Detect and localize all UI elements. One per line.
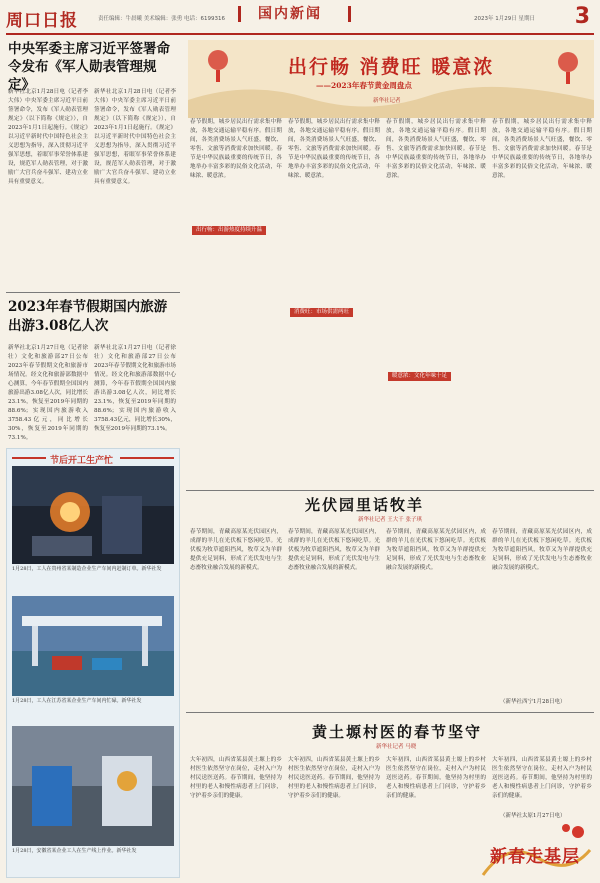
article1-headline: 中央军委主席习近平签署命令发布《军人勋表管理规定》: [8, 41, 170, 93]
bottom-feature-col4: 大年初四，山西省某县黄土塬上的乡村医生依然坚守在岗位，走村入户为村民送医送药。春节期间，他坚持为村里的老人和慢性病患者上门问诊，守护着乡亲们的健康。: [492, 757, 592, 799]
mid-feature-col3: 春节期间，青藏高原某光伏园区内，成群的羊儿在光伏板下悠闲吃草。光伏板为牧草遮阳挡风，牧草又为羊群提供充足饲料，形成了光伏发电与生态畜牧业融合发展的新模式。: [386, 529, 486, 571]
editor-info: 责任编辑：牛晨曦 美术编辑：张勇 电话：6199316: [98, 16, 225, 22]
feature-byline: 新华社记者: [373, 98, 401, 104]
mid-feature-col4: 春节期间，青藏高原某光伏园区内，成群的羊儿在光伏板下悠闲吃草。光伏板为牧草遮阳挡风，牧草又为羊群提供充足饲料，形成了光伏发电与生态畜牧业融合发展的新模式。: [492, 529, 592, 571]
feature-subhead-3: 暖意浓：文化年味十足: [388, 372, 451, 381]
newspaper-logo: 周口日报: [6, 11, 78, 31]
section-bar-left: [238, 6, 241, 22]
section-title: 国内新闻: [258, 6, 322, 22]
mid-feature-footer: （新华社西宁1月28日电）: [500, 699, 566, 705]
feature-subtitle: ——2023年春节黄金周盘点: [316, 81, 412, 90]
divider: [6, 292, 180, 293]
page-number: 3: [574, 4, 590, 29]
factory-photo-2: [12, 596, 174, 696]
article2-body-col1: 新华社北京1月27日电（记者徐壮）文化和旅游部27日公布2023年春节假期文化和旅游市场情况。经文化和旅游部数据中心测算，今年春节假期全国国内旅游出游3.08亿人次，同比增长23.1%，恢复至2019年同期的88.6%；实现国内旅游收入3758.43亿元，同比增长30%，恢复至2019年同期的73.1%。: [8, 345, 88, 441]
feature-top-col4: 春节假期，城乡居民出行需求集中释放，各地交通运输平稳有序。假日期间，各类消费场景人气旺盛，餐饮、零售、文旅等消费需求加快回暖。春节是中华民族最重要的传统节日，各地举办丰富多彩的民俗文化活动，年味浓、暖意浓。: [492, 119, 592, 179]
new-year-tag-text: 新春走基层: [490, 847, 580, 867]
divider: [186, 712, 594, 713]
photo-caption-3: 1月28日，安徽省某企业工人在生产线上作业。新华社发: [12, 848, 137, 854]
article2-body-col2: 新华社北京1月27日电（记者徐壮）文化和旅游部27日公布2023年春节假期文化和旅游市场情况。经文化和旅游部数据中心测算，今年春节假期全国国内旅游出游3.08亿人次，同比增长23.1%，恢复至2019年同期的88.6%；实现国内旅游收入3758.43亿元，同比增长30%，恢复至2019年同期的73.1%。: [94, 345, 176, 432]
feature-title: 出行畅 消费旺 暖意浓: [288, 56, 495, 78]
mid-feature-title: 光伏园里话牧羊: [305, 496, 425, 514]
photo-caption-2: 1月28日，工人在江苏省某企业生产车间内忙碌。新华社发: [12, 698, 142, 704]
ribbon-right: [120, 457, 174, 459]
article1-body-col1: 新华社北京1月28日电（记者李大伟）中央军委主席习近平日前签署命令，发布《军人勋表管理规定》（以下简称《规定》），自2023年1月1日起施行。《规定》以习近平新时代中国特色社会主义思想为指导，深入贯彻习近平强军思想，着眼军事荣誉体系建设，规范军人勋表管理，对于激励广大官兵奋斗强军、建功立业具有重要意义。: [8, 89, 88, 185]
bottom-feature-byline: 新华社记者 马晓: [376, 744, 417, 750]
feature-subhead-1: 出行畅：出游热度持续升温: [192, 226, 266, 235]
factory-photo-1: [12, 466, 174, 564]
masthead-rule: [6, 33, 594, 35]
bottom-feature-col3: 大年初四，山西省某县黄土塬上的乡村医生依然坚守在岗位，走村入户为村民送医送药。春节期间，他坚持为村里的老人和慢性病患者上门问诊，守护着乡亲们的健康。: [386, 757, 486, 799]
mid-feature-col1: 春节期间，青藏高原某光伏园区内，成群的羊儿在光伏板下悠闲吃草。光伏板为牧草遮阳挡风，牧草又为羊群提供充足饲料，形成了光伏发电与生态畜牧业融合发展的新模式。: [190, 529, 282, 571]
bottom-feature-col2: 大年初四，山西省某县黄土塬上的乡村医生依然坚守在岗位，走村入户为村民送医送药。春节期间，他坚持为村里的老人和慢性病患者上门问诊，守护着乡亲们的健康。: [288, 757, 380, 799]
article2-headline: 2023年春节假期国内旅游出游3.08亿人次: [8, 299, 168, 334]
bottom-feature-title: 黄土塬村医的春节坚守: [312, 723, 483, 741]
photo-feature-title: 节后开工生产忙: [50, 456, 114, 466]
section-bar-right: [348, 6, 351, 22]
feature-top-col3: 春节假期，城乡居民出行需求集中释放，各地交通运输平稳有序。假日期间，各类消费场景人气旺盛，餐饮、零售、文旅等消费需求加快回暖。春节是中华民族最重要的传统节日，各地举办丰富多彩的民俗文化活动，年味浓、暖意浓。: [386, 119, 486, 179]
factory-photo-3: [12, 726, 174, 846]
photo-caption-1: 1月28日，工人在贵州省某制造企业生产车间内赶制订单。新华社发: [12, 566, 162, 572]
feature-top-col2: 春节假期，城乡居民出行需求集中释放，各地交通运输平稳有序。假日期间，各类消费场景人气旺盛，餐饮、零售、文旅等消费需求加快回暖。春节是中华民族最重要的传统节日，各地举办丰富多彩的民俗文化活动，年味浓、暖意浓。: [288, 119, 380, 179]
feature-top-col1: 春节假期，城乡居民出行需求集中释放，各地交通运输平稳有序。假日期间，各类消费场景人气旺盛，餐饮、零售、文旅等消费需求加快回暖。春节是中华民族最重要的传统节日，各地举办丰富多彩的民俗文化活动，年味浓、暖意浓。: [190, 119, 282, 179]
issue-date: 2023年 1月29日 星期日: [474, 16, 535, 22]
bottom-feature-footer: （新华社太原1月27日电）: [500, 813, 566, 819]
mid-feature-byline: 新华社记者 王大千 张子琪: [358, 517, 422, 523]
divider: [186, 490, 594, 491]
article1-body-col2: 新华社北京1月28日电（记者李大伟）中央军委主席习近平日前签署命令，发布《军人勋表管理规定》（以下简称《规定》），自2023年1月1日起施行。《规定》以习近平新时代中国特色社会主义思想为指导，深入贯彻习近平强军思想，着眼军事荣誉体系建设，规范军人勋表管理，对于激励广大官兵奋斗强军、建功立业具有重要意义。: [94, 89, 176, 185]
bottom-feature-col1: 大年初四，山西省某县黄土塬上的乡村医生依然坚守在岗位，走村入户为村民送医送药。春节期间，他坚持为村里的老人和慢性病患者上门问诊，守护着乡亲们的健康。: [190, 757, 282, 799]
ribbon-left: [12, 457, 46, 459]
feature-subhead-2: 消费旺：市场供需两旺: [290, 308, 353, 317]
mid-feature-col2: 春节期间，青藏高原某光伏园区内，成群的羊儿在光伏板下悠闲吃草。光伏板为牧草遮阳挡风，牧草又为羊群提供充足饲料，形成了光伏发电与生态畜牧业融合发展的新模式。: [288, 529, 380, 571]
